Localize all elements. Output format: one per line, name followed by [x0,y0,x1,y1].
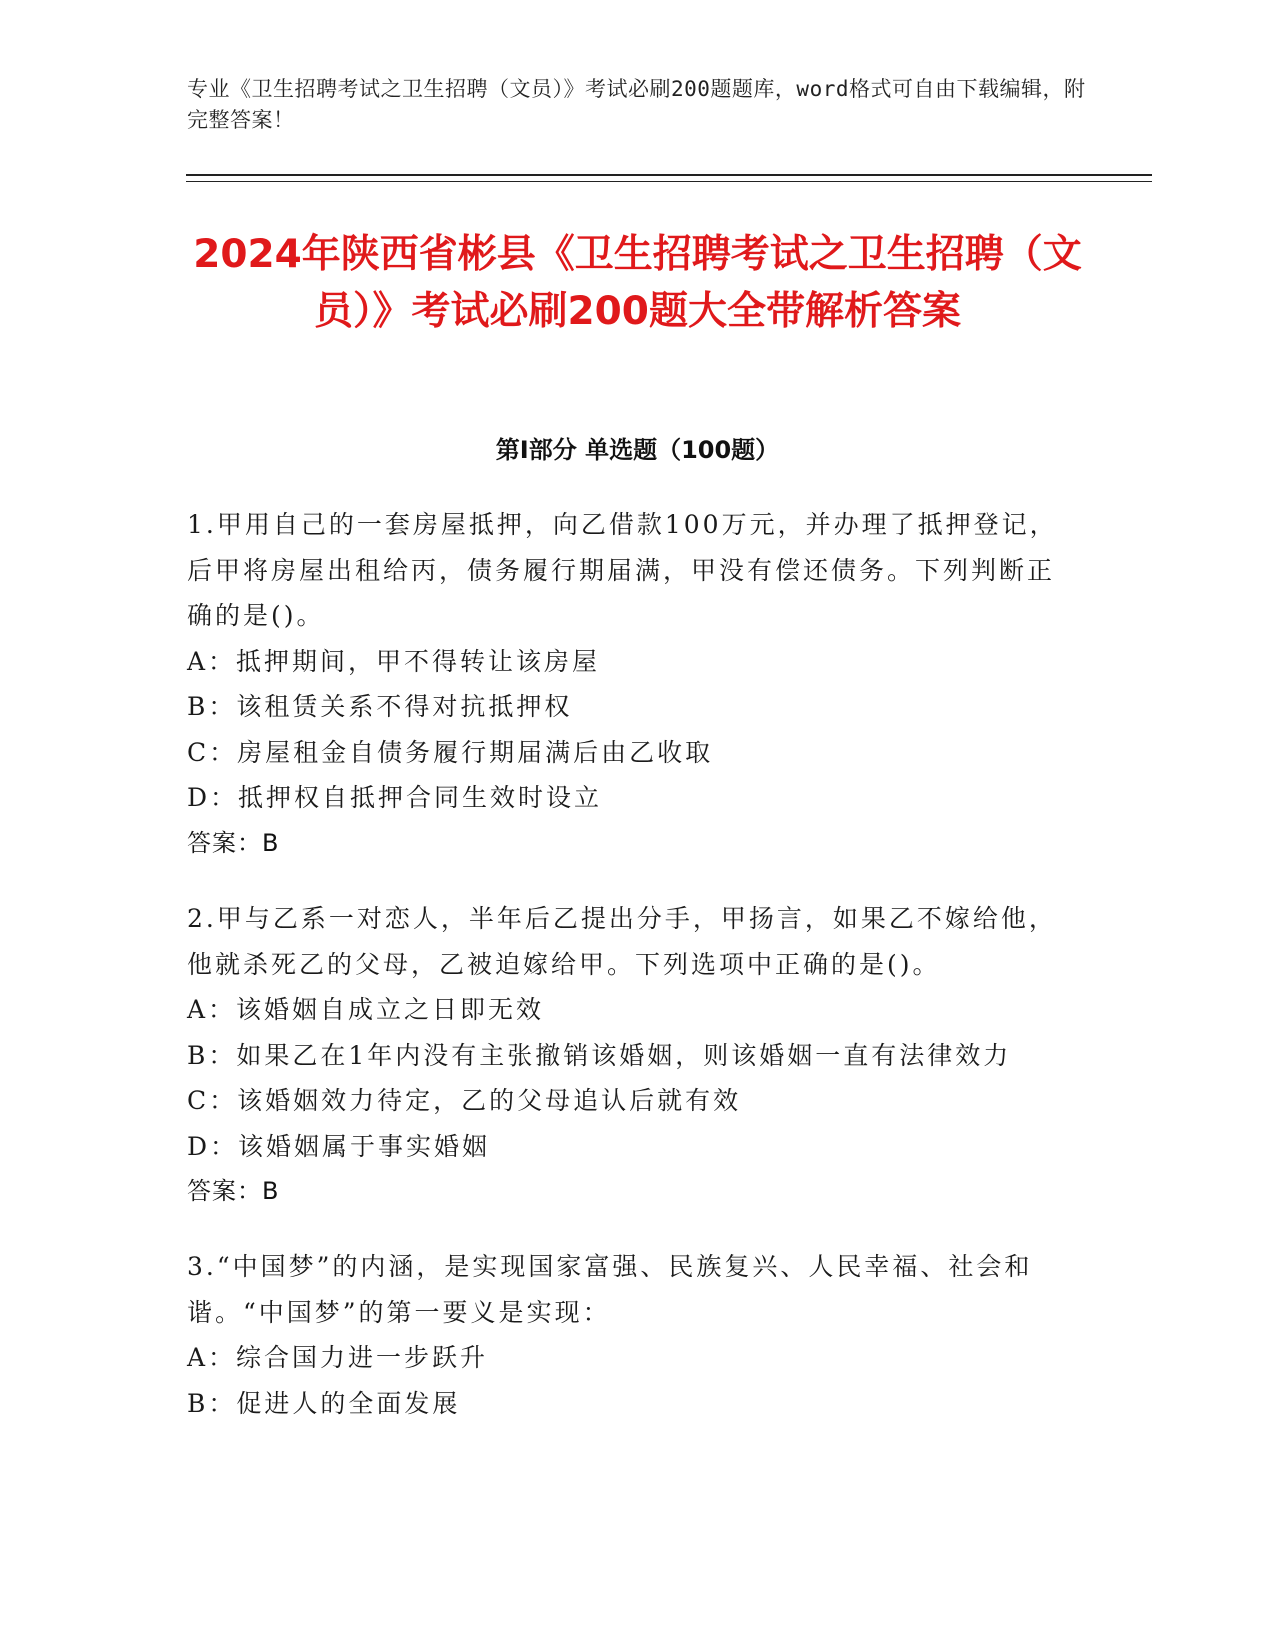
question-3 [187,1244,1067,1426]
option-b: B：如果乙在1年内没有主张撤销该婚姻，则该婚姻一直有法律效力 [187,1040,1012,1070]
header-rule-thin [186,181,1152,182]
option-c: C：房屋租金自债务履行期届满后由乙收取 [187,737,714,767]
option-a: A：该婚姻自成立之日即无效 [187,995,545,1024]
answer: 答案：B [187,828,280,857]
question-stem: 1.甲用自己的一套房屋抵押，向乙借款100万元，并办理了抵押登记，后甲将房屋出租给丙，债务履行期届满，甲没有偿还债务。下列判断正确的是()。 [187,510,1058,630]
option-d: D：抵押权自抵押合同生效时设立 [187,783,603,812]
question-stem: 3.“中国梦”的内涵，是实现国家富强、民族复兴、人民幸福、社会和谐。“中国梦”的第一要义是实现： [187,1252,1033,1327]
section-heading: 第Ⅰ部分 单选题（100题） [495,436,780,464]
document-title: 2024年陕西省彬县《卫生招聘考试之卫生招聘（文员）》考试必刷200题大全带解析答案 [193,232,1082,334]
header-rule-thick [186,174,1152,176]
question-stem: 2.甲与乙系一对恋人，半年后乙提出分手，甲扬言，如果乙不嫁给他，他就杀死乙的父母，乙被迫嫁给甲。下列选项中正确的是()。 [187,904,1057,979]
header-note: 专业《卫生招聘考试之卫生招聘（文员）》考试必刷200题题库，word格式可自由下载编辑，附完整答案！ [187,77,1086,132]
option-b: B：该租赁关系不得对抗抵押权 [187,692,573,721]
option-b: B：促进人的全面发展 [187,1388,461,1418]
answer: 答案：B [187,1177,280,1205]
option-a: A：综合国力进一步跃升 [187,1343,489,1372]
question-1 [187,502,1067,866]
option-a: A：抵押期间，甲不得转让该房屋 [187,646,601,676]
option-d: D：该婚姻属于事实婚姻 [187,1131,491,1161]
option-c: C：该婚姻效力待定，乙的父母追认后就有效 [187,1086,742,1115]
question-2 [187,896,1067,1215]
